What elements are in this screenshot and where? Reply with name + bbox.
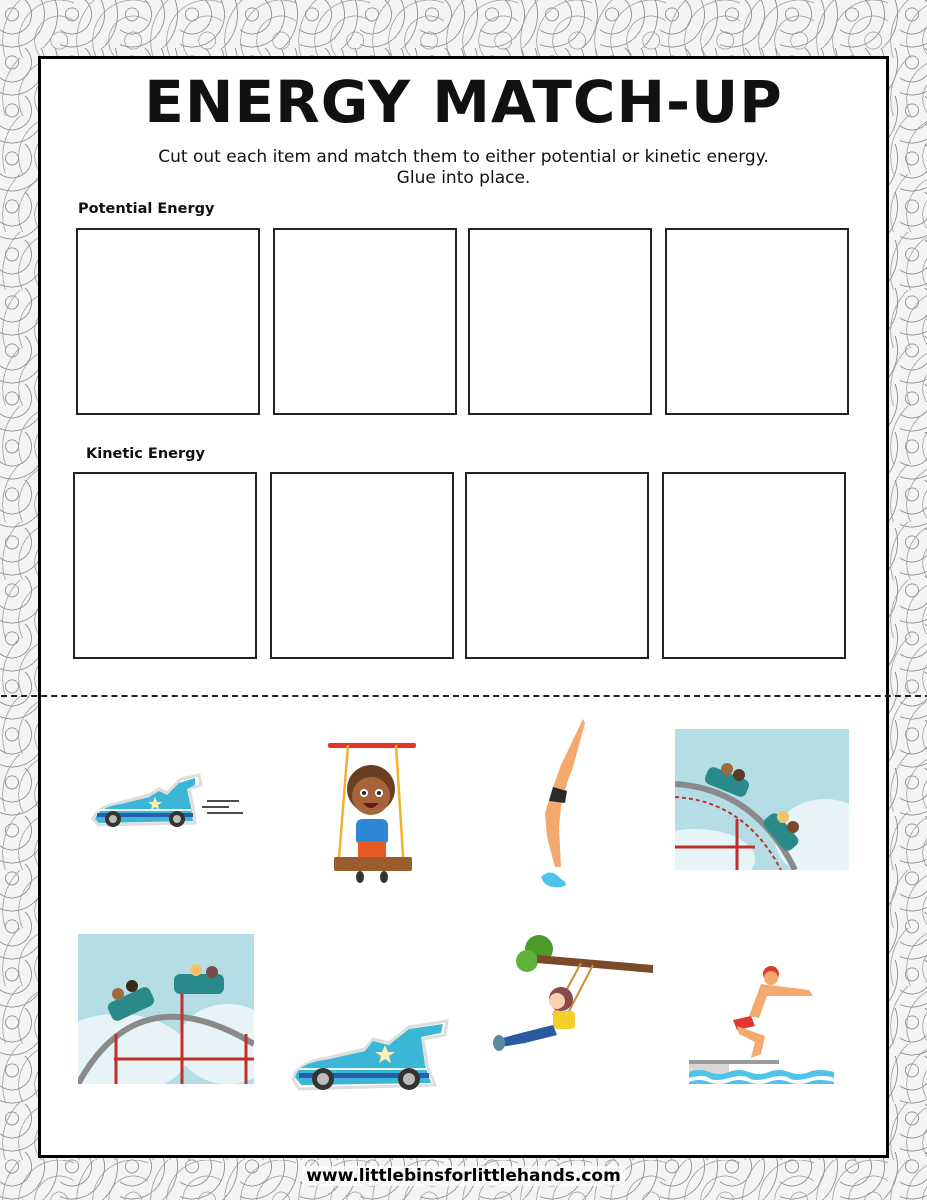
instructions-line-1: Cut out each item and match them to either potential or kinetic energy. bbox=[158, 147, 769, 167]
cutout-roller-coaster-top[interactable] bbox=[78, 934, 254, 1084]
potential-box-3[interactable] bbox=[468, 228, 652, 415]
cutout-race-car-parked[interactable] bbox=[289, 1019, 454, 1099]
cutout-boy-on-swing[interactable] bbox=[328, 741, 418, 891]
instructions bbox=[41, 147, 886, 189]
roller-coaster-descending-icon bbox=[675, 729, 849, 870]
worksheet-frame bbox=[38, 56, 889, 1158]
cutout-race-car-moving[interactable] bbox=[89, 771, 269, 841]
cutout-girl-swinging[interactable] bbox=[481, 925, 661, 1055]
cutout-diver-entering-water[interactable] bbox=[531, 717, 591, 892]
kinetic-box-3[interactable] bbox=[465, 472, 649, 659]
kinetic-energy-label: Kinetic Energy bbox=[86, 446, 205, 462]
diver-entering-water-icon bbox=[531, 717, 591, 892]
potential-energy-label: Potential Energy bbox=[78, 201, 215, 217]
race-car-parked-icon bbox=[289, 1019, 454, 1099]
race-car-moving-icon bbox=[89, 771, 269, 841]
worksheet-title: ENERGY MATCH-UP bbox=[144, 68, 783, 136]
potential-box-4[interactable] bbox=[665, 228, 849, 415]
footer-url bbox=[0, 1166, 927, 1186]
roller-coaster-top-icon bbox=[78, 934, 254, 1084]
instructions-line-2: Glue into place. bbox=[396, 168, 531, 188]
footer-url-text[interactable]: www.littlebinsforlittlehands.com bbox=[302, 1166, 625, 1186]
potential-box-1[interactable] bbox=[76, 228, 260, 415]
cut-line-dashed bbox=[1, 695, 927, 697]
cutout-diver-on-board[interactable] bbox=[689, 964, 839, 1084]
cutout-roller-coaster-descending[interactable] bbox=[675, 729, 849, 870]
kinetic-box-2[interactable] bbox=[270, 472, 454, 659]
potential-box-2[interactable] bbox=[273, 228, 457, 415]
diver-on-board-icon bbox=[689, 964, 839, 1084]
boy-on-swing-icon bbox=[328, 741, 418, 891]
girl-swinging-icon bbox=[481, 925, 661, 1055]
kinetic-box-4[interactable] bbox=[662, 472, 846, 659]
kinetic-box-1[interactable] bbox=[73, 472, 257, 659]
